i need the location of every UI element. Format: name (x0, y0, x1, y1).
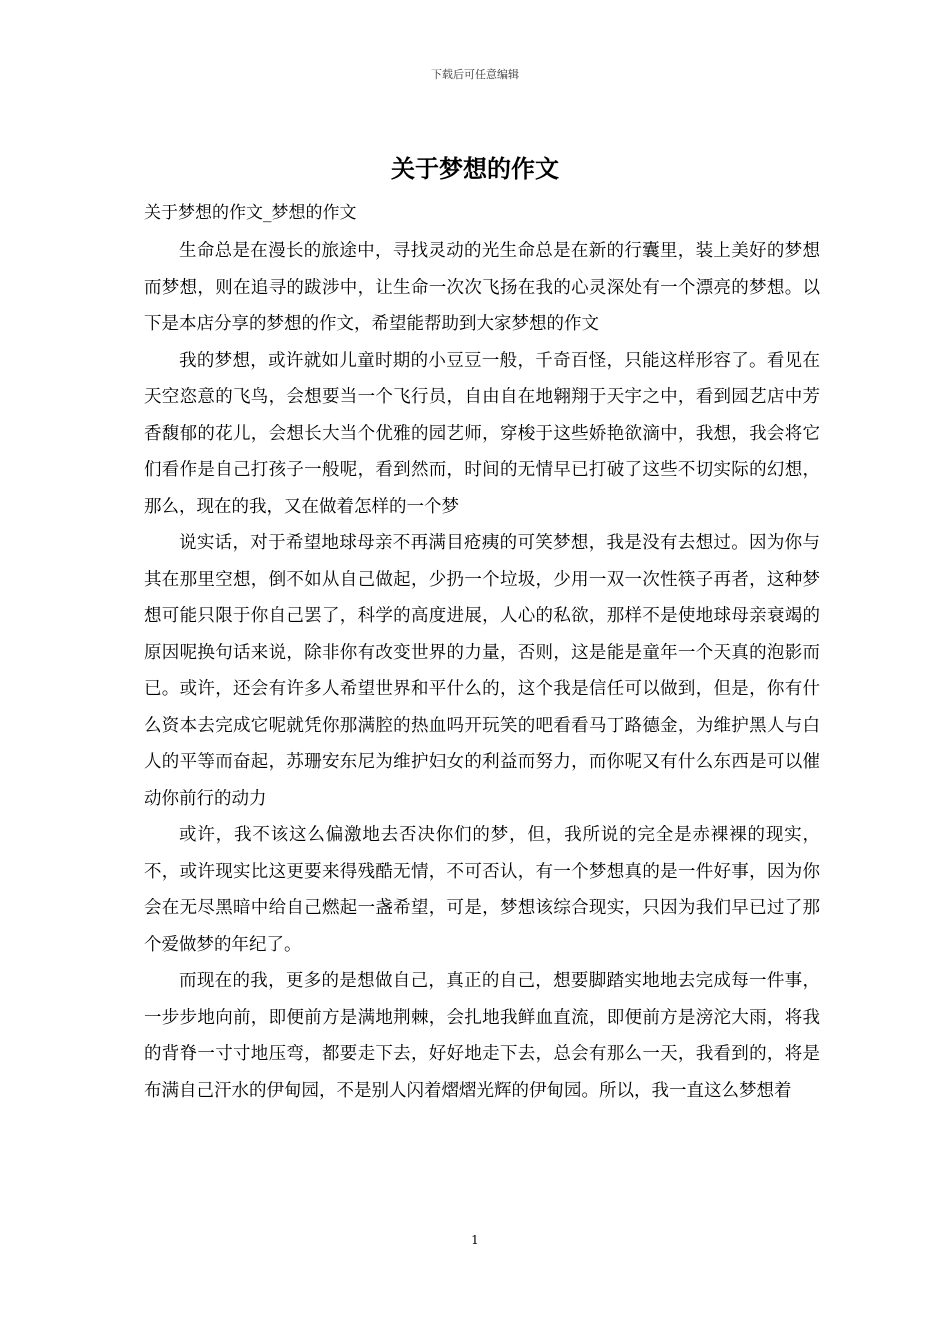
document-title: 关于梦想的作文 (391, 154, 559, 183)
header-note: 下载后可任意编辑 (431, 68, 519, 81)
paragraph: 或许，我不该这么偏激地去否决你们的梦，但，我所说的完全是赤裸裸的现实，不，或许现实比这更要来得残酷无情，不可否认，有一个梦想真的是一件好事，因为你会在无尽黑暗中给自己燃起一盏希望，可是，梦想该综合现实，只因为我们早已过了那个爱做梦的年纪了。 (144, 825, 820, 955)
paragraph: 而现在的我，更多的是想做自己，真正的自己，想要脚踏实地地去完成每一件事，一步步地向前，即便前方是满地荆棘，会扎地我鲜血直流，即便前方是滂沱大雨，将我的背脊一寸寸地压弯，都要走下去，好好地走下去，总会有那么一天，我看到的，将是布满自己汗水的伊甸园，不是别人闪着熠熠光辉的伊甸园。所以，我一直这么梦想着 (144, 971, 820, 1101)
document-body (144, 233, 820, 1109)
paragraph: 说实话，对于希望地球母亲不再满目疮痍的可笑梦想，我是没有去想过。因为你与其在那里空想，倒不如从自己做起，少扔一个垃圾，少用一双一次性筷子再者，这种梦想可能只限于你自己罢了，科学的高度进展，人心的私欲，那样不是使地球母亲衰竭的原因呢换句话来说，除非你有改变世界的力量，否则，这是能是童年一个天真的泡影而已。或许，还会有许多人希望世界和平什么的，这个我是信任可以做到，但是，你有什么资本去完成它呢就凭你那满腔的热血吗开玩笑的吧看看马丁路德金，为维护黑人与白人的平等而奋起，苏珊安东尼为维护妇女的利益而努力，而你呢又有什么东西是可以催动你前行的动力 (144, 533, 820, 809)
paragraph: 生命总是在漫长的旅途中，寻找灵动的光生命总是在新的行囊里，装上美好的梦想而梦想，则在追寻的跋涉中，让生命一次次飞扬在我的心灵深处有一个漂亮的梦想。以下是本店分享的梦想的作文，希望能帮助到大家梦想的作文 (144, 241, 820, 334)
document-subtitle: 关于梦想的作文_梦想的作文 (144, 203, 357, 223)
paragraph: 我的梦想，或许就如儿童时期的小豆豆一般，千奇百怪，只能这样形容了。看见在天空恣意的飞鸟，会想要当一个飞行员，自由自在地翱翔于天宇之中，看到园艺店中芳香馥郁的花儿，会想长大当个优雅的园艺师，穿梭于这些娇艳欲滴中，我想，我会将它们看作是自己打孩子一般呢，看到然而，时间的无情早已打破了这些不切实际的幻想，那么，现在的我，又在做着怎样的一个梦 (144, 350, 820, 517)
page-number: 1 (471, 1233, 479, 1247)
